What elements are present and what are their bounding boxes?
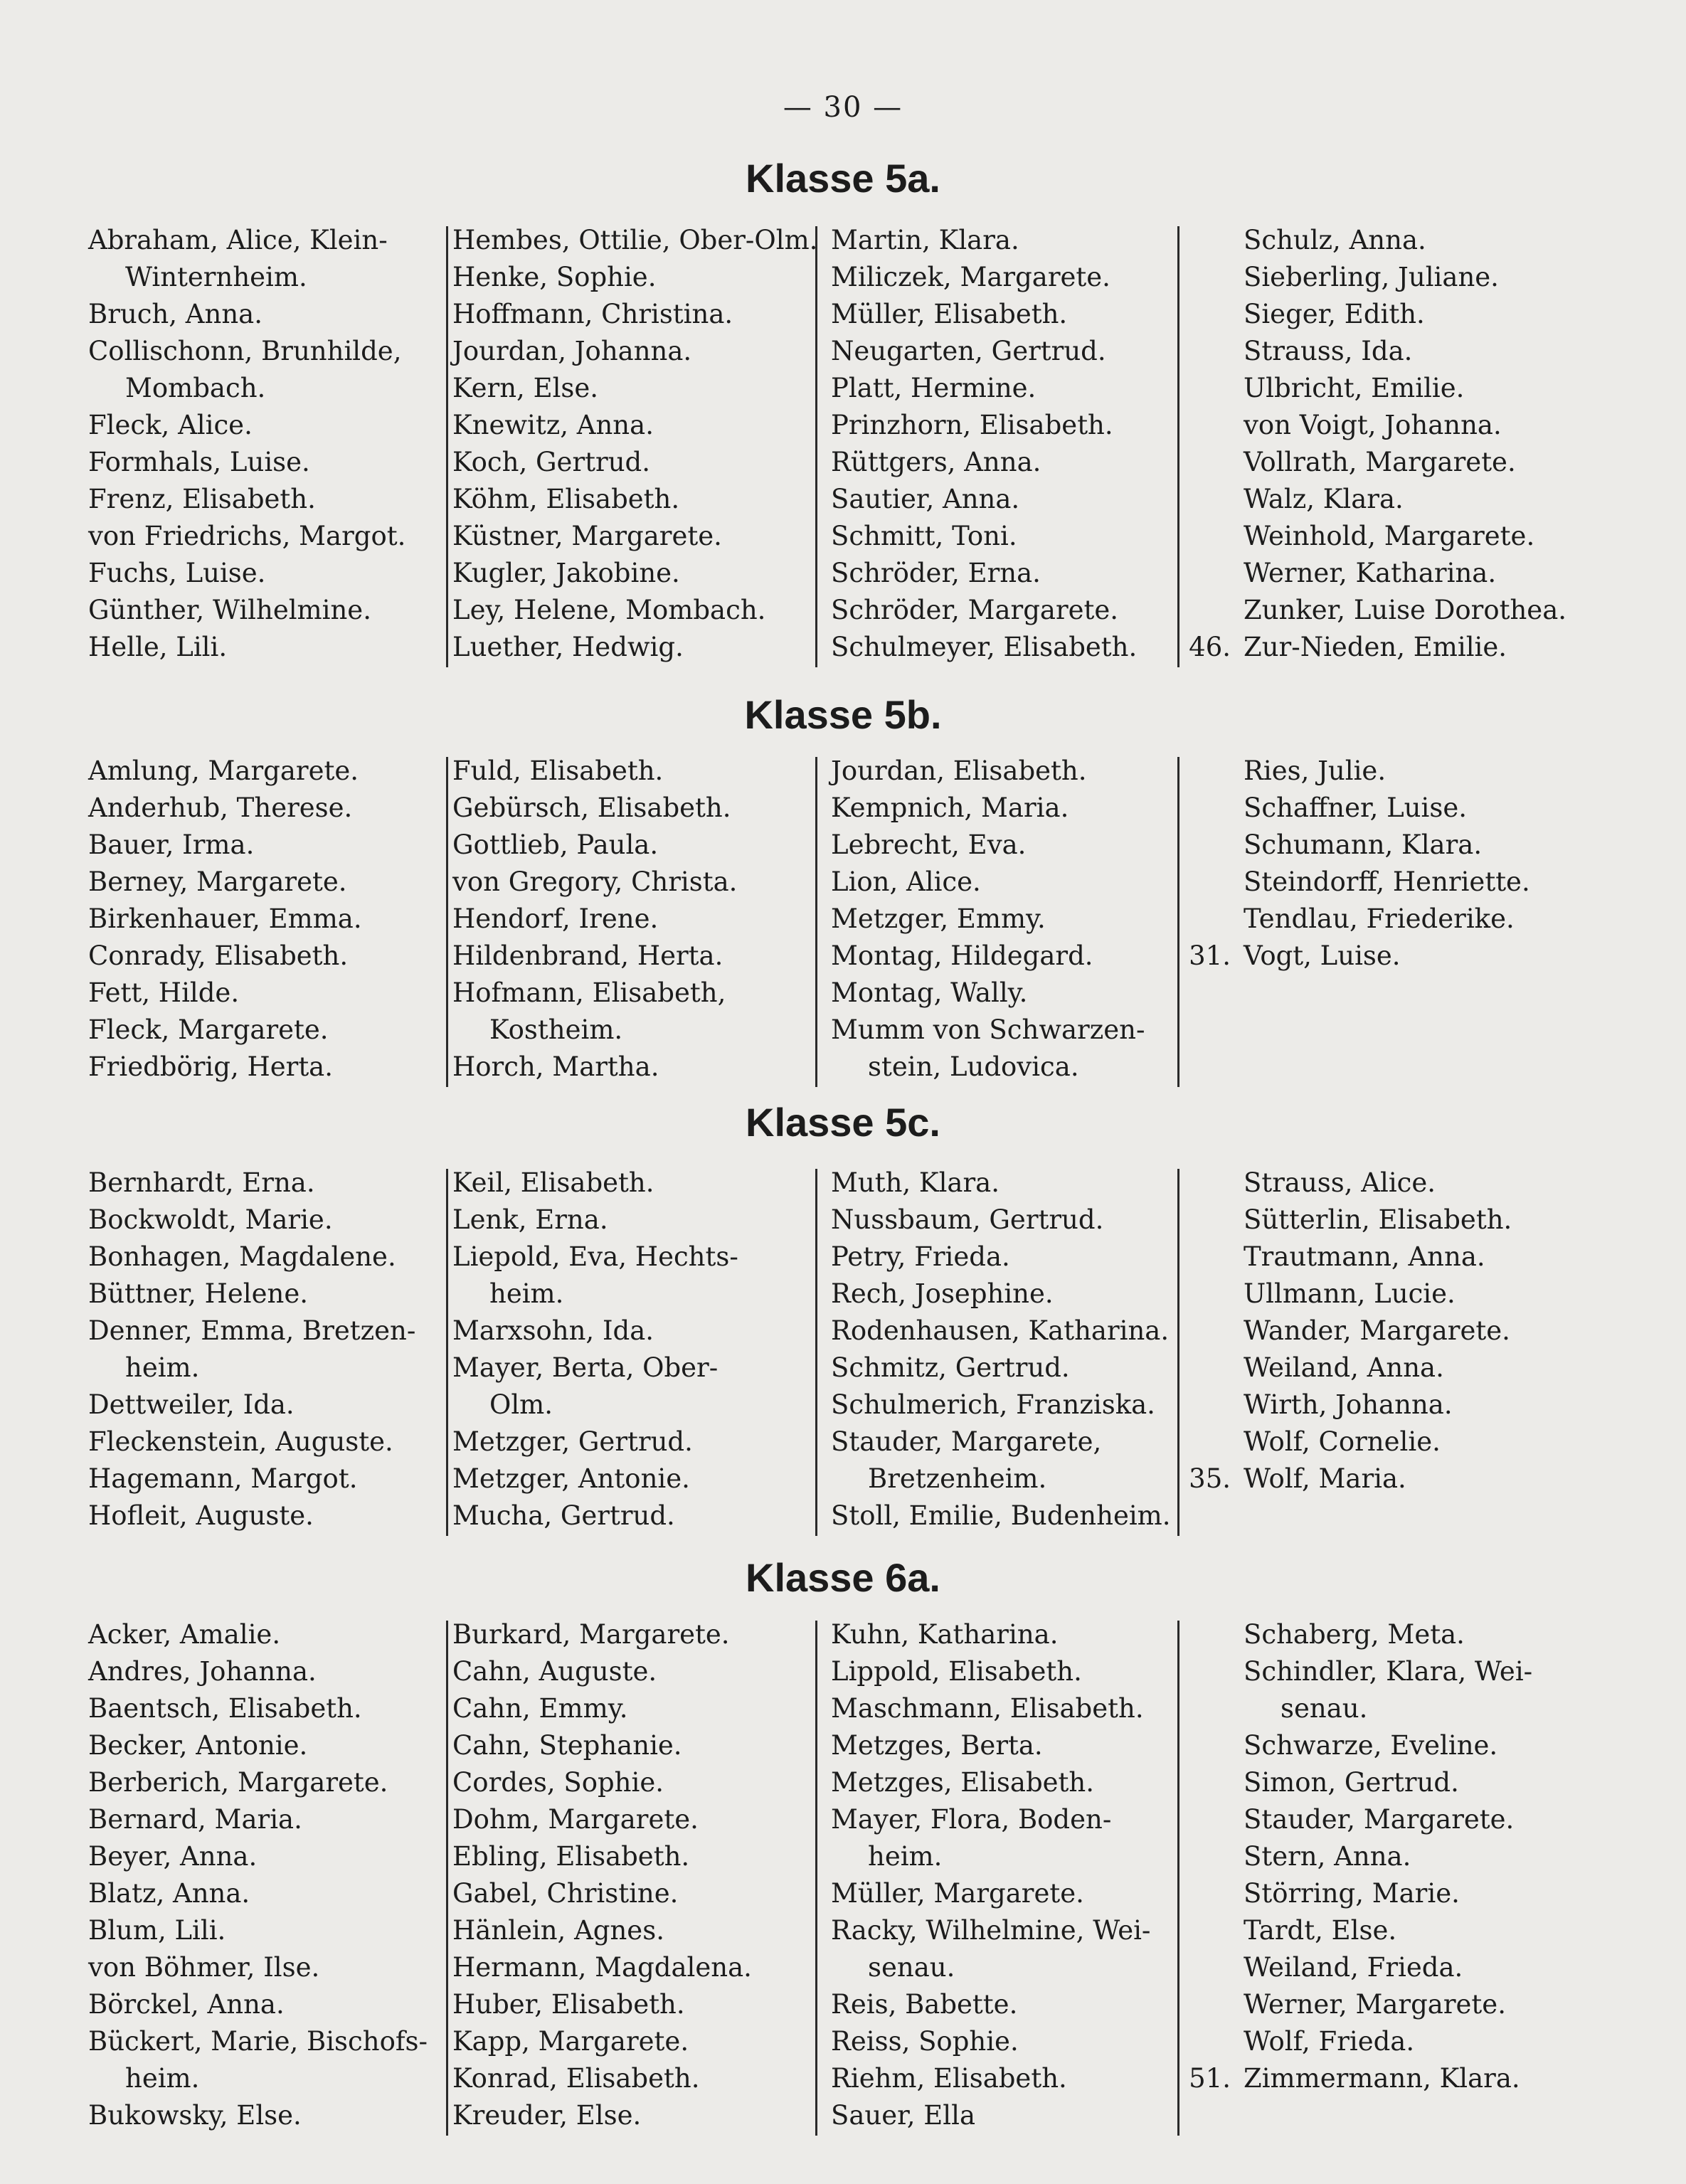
student-name: Jourdan, Johanna. [452, 336, 692, 366]
student-name: Dohm, Margarete. [452, 1804, 699, 1835]
student-name: Fleck, Alice. [88, 410, 253, 440]
student-name: Strauss, Ida. [1244, 336, 1413, 366]
class-count: 35. [1189, 1463, 1231, 1494]
student-name: Kreuder, Else. [452, 2100, 642, 2131]
student-name: Rodenhausen, Katharina. [831, 1315, 1170, 1346]
student-name: Gebürsch, Elisabeth. [452, 793, 731, 823]
column-divider [815, 226, 817, 667]
student-name: Frenz, Elisabeth. [88, 484, 316, 514]
student-name: Stoll, Emilie, Budenheim. [831, 1500, 1171, 1531]
student-name: Sütterlin, Elisabeth. [1244, 1204, 1512, 1235]
student-name: Anderhub, Therese. [88, 793, 353, 823]
student-name: Prinzhorn, Elisabeth. [831, 410, 1113, 440]
student-name: Keil, Elisabeth. [452, 1167, 654, 1198]
student-name: heim. [125, 1352, 200, 1383]
student-name: Blatz, Anna. [88, 1878, 250, 1909]
student-name: Ebling, Elisabeth. [452, 1841, 690, 1872]
student-name: Sautier, Anna. [831, 484, 1020, 514]
student-name: Martin, Klara. [831, 225, 1019, 255]
section-heading: Klasse 6a. [746, 1555, 940, 1600]
column-divider [446, 1621, 448, 2136]
student-name: Winternheim. [125, 262, 307, 292]
student-name: Montag, Hildegard. [831, 940, 1093, 971]
student-name: Cordes, Sophie. [452, 1767, 664, 1798]
section-heading: Klasse 5c. [746, 1100, 940, 1145]
student-name: Lippold, Elisabeth. [831, 1656, 1082, 1687]
student-name: Ulbricht, Emilie. [1244, 373, 1465, 403]
student-name: Becker, Antonie. [88, 1730, 308, 1761]
student-name: Marxsohn, Ida. [452, 1315, 654, 1346]
student-name: Bernhardt, Erna. [88, 1167, 315, 1198]
student-name: Huber, Elisabeth. [452, 1989, 685, 2020]
student-name: Stauder, Margarete. [1244, 1804, 1515, 1835]
student-name: Cahn, Emmy. [452, 1693, 628, 1724]
student-name: Störring, Marie. [1244, 1878, 1460, 1909]
student-name: Liepold, Eva, Hechts- [452, 1241, 738, 1272]
student-name: Conrady, Elisabeth. [88, 940, 349, 971]
student-name: Börckel, Anna. [88, 1989, 285, 2020]
student-name: Muth, Klara. [831, 1167, 1000, 1198]
student-name: Montag, Wally. [831, 977, 1028, 1008]
student-name: Blum, Lili. [88, 1915, 226, 1946]
student-name: Baentsch, Elisabeth. [88, 1693, 362, 1724]
student-name: Reiss, Sophie. [831, 2026, 1019, 2057]
student-name: Beyer, Anna. [88, 1841, 258, 1872]
student-name: Hagemann, Margot. [88, 1463, 358, 1494]
student-name: Trautmann, Anna. [1244, 1241, 1485, 1272]
student-name: Sauer, Ella [831, 2100, 976, 2131]
student-name: Ley, Helene, Mombach. [452, 595, 766, 625]
student-name: Fleckenstein, Auguste. [88, 1426, 393, 1457]
class-count: 51. [1189, 2063, 1231, 2094]
student-name: Vollrath, Margarete. [1244, 447, 1516, 477]
student-name: Cahn, Auguste. [452, 1656, 657, 1687]
student-name: Konrad, Elisabeth. [452, 2063, 700, 2094]
student-name: Miliczek, Margarete. [831, 262, 1110, 292]
student-name: Schmitz, Gertrud. [831, 1352, 1070, 1383]
student-name: senau. [868, 1952, 955, 1983]
section-heading: Klasse 5b. [744, 692, 942, 737]
student-name: Schindler, Klara, Wei- [1244, 1656, 1533, 1687]
column-divider [1177, 226, 1179, 667]
student-name: Mumm von Schwarzen- [831, 1014, 1145, 1045]
student-name: Zur-Nieden, Emilie. [1244, 632, 1507, 662]
class-count: 31. [1189, 940, 1231, 971]
student-name: Platt, Hermine. [831, 373, 1036, 403]
student-name: heim. [868, 1841, 943, 1872]
student-name: Denner, Emma, Bretzen- [88, 1315, 416, 1346]
column-divider [446, 757, 448, 1087]
student-name: Müller, Margarete. [831, 1878, 1084, 1909]
student-name: Schröder, Margarete. [831, 595, 1119, 625]
student-name: Tardt, Else. [1244, 1915, 1397, 1946]
student-name: Kern, Else. [452, 373, 599, 403]
student-name: Küstner, Margarete. [452, 521, 722, 551]
student-name: senau. [1281, 1693, 1368, 1724]
student-name: Metzger, Antonie. [452, 1463, 690, 1494]
student-name: Schwarze, Eveline. [1244, 1730, 1498, 1761]
student-name: Hembes, Ottilie, Ober-Olm. [452, 225, 818, 255]
student-name: Bernard, Maria. [88, 1804, 302, 1835]
student-name: Hofmann, Elisabeth, [452, 977, 726, 1008]
student-name: Metzges, Elisabeth. [831, 1767, 1094, 1798]
student-name: Hofleit, Auguste. [88, 1500, 314, 1531]
student-name: Amlung, Margarete. [88, 756, 359, 786]
student-name: Rech, Josephine. [831, 1278, 1054, 1309]
class-count: 46. [1189, 632, 1231, 662]
student-name: Steindorff, Henriette. [1244, 866, 1530, 897]
student-name: Bonhagen, Magdalene. [88, 1241, 396, 1272]
student-name: Acker, Amalie. [88, 1619, 281, 1650]
student-name: Kapp, Margarete. [452, 2026, 689, 2057]
student-name: Mayer, Flora, Boden- [831, 1804, 1112, 1835]
student-name: Bauer, Irma. [88, 829, 255, 860]
student-name: Petry, Frieda. [831, 1241, 1010, 1272]
student-name: Köhm, Elisabeth. [452, 484, 680, 514]
student-name: Formhals, Luise. [88, 447, 310, 477]
student-name: heim. [125, 2063, 200, 2094]
student-name: Weinhold, Margarete. [1244, 521, 1535, 551]
student-name: Schulmeyer, Elisabeth. [831, 632, 1138, 662]
student-name: Metzger, Emmy. [831, 903, 1046, 934]
student-name: von Friedrichs, Margot. [88, 521, 406, 551]
student-name: Zimmermann, Klara. [1244, 2063, 1520, 2094]
column-divider [446, 226, 448, 667]
student-name: Fett, Hilde. [88, 977, 240, 1008]
student-name: Mucha, Gertrud. [452, 1500, 675, 1531]
student-name: Stern, Anna. [1244, 1841, 1411, 1872]
student-name: heim. [489, 1278, 564, 1309]
student-name: Bretzenheim. [868, 1463, 1047, 1494]
student-name: Mayer, Berta, Ober- [452, 1352, 719, 1383]
student-name: Mombach. [125, 373, 266, 403]
student-name: Kugler, Jakobine. [452, 558, 680, 588]
student-name: Kostheim. [489, 1014, 623, 1045]
student-name: Koch, Gertrud. [452, 447, 650, 477]
student-name: Collischonn, Brunhilde, [88, 336, 402, 366]
section-heading: Klasse 5a. [746, 156, 940, 201]
student-name: Simon, Gertrud. [1244, 1767, 1459, 1798]
student-name: Sieberling, Juliane. [1244, 262, 1499, 292]
student-name: Horch, Martha. [452, 1051, 659, 1082]
student-name: Metzger, Gertrud. [452, 1426, 693, 1457]
column-divider [1177, 1621, 1179, 2136]
student-name: Wolf, Frieda. [1244, 2026, 1415, 2057]
student-name: Gottlieb, Paula. [452, 829, 659, 860]
student-name: Lenk, Erna. [452, 1204, 608, 1235]
student-name: Büttner, Helene. [88, 1278, 309, 1309]
column-divider [815, 1621, 817, 2136]
student-name: Henke, Sophie. [452, 262, 657, 292]
student-name: Hendorf, Irene. [452, 903, 659, 934]
student-name: Sieger, Edith. [1244, 299, 1425, 329]
student-name: Weiland, Frieda. [1244, 1952, 1463, 1983]
student-name: Birkenhauer, Emma. [88, 903, 362, 934]
student-name: Wirth, Johanna. [1244, 1389, 1453, 1420]
student-name: von Böhmer, Ilse. [88, 1952, 320, 1983]
student-name: Fuld, Elisabeth. [452, 756, 664, 786]
student-name: Olm. [489, 1389, 553, 1420]
student-name: Riehm, Elisabeth. [831, 2063, 1067, 2094]
student-name: Wolf, Maria. [1244, 1463, 1406, 1494]
student-name: Berney, Margarete. [88, 866, 347, 897]
student-name: Schröder, Erna. [831, 558, 1041, 588]
column-divider [815, 1169, 817, 1536]
student-name: Lion, Alice. [831, 866, 981, 897]
student-name: Hänlein, Agnes. [452, 1915, 664, 1946]
student-name: Schulmerich, Franziska. [831, 1389, 1155, 1420]
page-number: — 30 — [783, 91, 903, 124]
student-name: von Voigt, Johanna. [1244, 410, 1502, 440]
student-name: Reis, Babette. [831, 1989, 1018, 2020]
student-name: Dettweiler, Ida. [88, 1389, 295, 1420]
student-name: Stauder, Margarete, [831, 1426, 1102, 1457]
student-name: Abraham, Alice, Klein- [88, 225, 388, 255]
student-name: Ries, Julie. [1244, 756, 1387, 786]
student-name: Werner, Katharina. [1244, 558, 1497, 588]
student-name: Walz, Klara. [1244, 484, 1404, 514]
student-name: Lebrecht, Eva. [831, 829, 1027, 860]
student-name: Knewitz, Anna. [452, 410, 654, 440]
student-name: Strauss, Alice. [1244, 1167, 1436, 1198]
student-name: Zunker, Luise Dorothea. [1244, 595, 1567, 625]
student-name: Friedbörig, Herta. [88, 1051, 334, 1082]
student-name: Wander, Margarete. [1244, 1315, 1510, 1346]
student-name: Burkard, Margarete. [452, 1619, 730, 1650]
student-name: Ullmann, Lucie. [1244, 1278, 1456, 1309]
student-name: Helle, Lili. [88, 632, 228, 662]
student-name: Jourdan, Elisabeth. [831, 756, 1087, 786]
student-name: Hermann, Magdalena. [452, 1952, 752, 1983]
column-divider [1177, 757, 1179, 1087]
student-name: Hildenbrand, Herta. [452, 940, 723, 971]
student-name: Bruch, Anna. [88, 299, 263, 329]
student-name: Cahn, Stephanie. [452, 1730, 682, 1761]
student-name: Kempnich, Maria. [831, 793, 1069, 823]
student-name: Günther, Wilhelmine. [88, 595, 371, 625]
student-name: von Gregory, Christa. [452, 866, 738, 897]
student-name: Schmitt, Toni. [831, 521, 1017, 551]
student-name: Vogt, Luise. [1244, 940, 1401, 971]
student-name: Müller, Elisabeth. [831, 299, 1068, 329]
student-name: Maschmann, Elisabeth. [831, 1693, 1144, 1724]
column-divider [446, 1169, 448, 1536]
student-name: Fuchs, Luise. [88, 558, 266, 588]
student-name: Bückert, Marie, Bischofs- [88, 2026, 428, 2057]
student-name: Rüttgers, Anna. [831, 447, 1041, 477]
student-name: Andres, Johanna. [88, 1656, 317, 1687]
student-name: Schulz, Anna. [1244, 225, 1426, 255]
student-name: Schaffner, Luise. [1244, 793, 1467, 823]
student-name: Werner, Margarete. [1244, 1989, 1506, 2020]
student-name: Schaberg, Meta. [1244, 1619, 1465, 1650]
student-name: Metzges, Berta. [831, 1730, 1043, 1761]
student-name: Luether, Hedwig. [452, 632, 684, 662]
student-name: Bukowsky, Else. [88, 2100, 302, 2131]
student-name: Weiland, Anna. [1244, 1352, 1444, 1383]
student-name: Kuhn, Katharina. [831, 1619, 1059, 1650]
student-name: Schumann, Klara. [1244, 829, 1483, 860]
student-name: Wolf, Cornelie. [1244, 1426, 1441, 1457]
student-name: Bockwoldt, Marie. [88, 1204, 333, 1235]
student-name: Racky, Wilhelmine, Wei- [831, 1915, 1151, 1946]
student-name: Tendlau, Friederike. [1244, 903, 1515, 934]
student-name: Neugarten, Gertrud. [831, 336, 1106, 366]
student-name: Gabel, Christine. [452, 1878, 679, 1909]
student-name: Nussbaum, Gertrud. [831, 1204, 1104, 1235]
student-name: Hoffmann, Christina. [452, 299, 733, 329]
student-name: Fleck, Margarete. [88, 1014, 329, 1045]
student-name: stein, Ludovica. [868, 1051, 1079, 1082]
column-divider [815, 757, 817, 1087]
student-name: Berberich, Margarete. [88, 1767, 388, 1798]
